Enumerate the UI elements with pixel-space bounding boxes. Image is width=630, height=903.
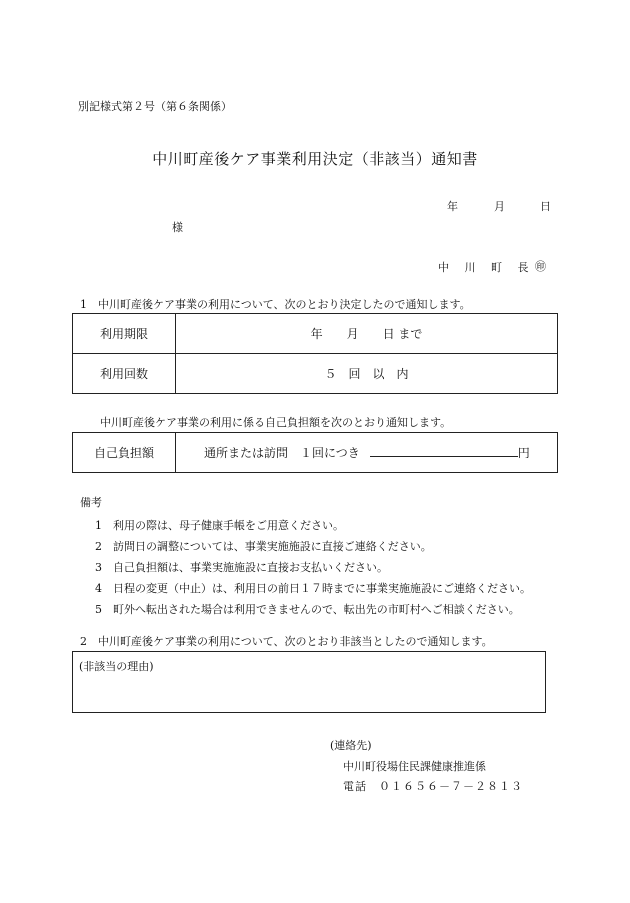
section2-heading: 2 中川町産後ケア事業の利用について、次のとおり非該当としたので通知します。 <box>80 635 493 648</box>
contact-label: (連絡先) <box>330 739 372 752</box>
fee-label: 自己負担額 <box>73 433 176 473</box>
fee-table <box>72 432 558 473</box>
fee-value-cell <box>176 433 558 473</box>
fee-intro: 中川町産後ケア事業の利用に係る自己負担額を次のとおり通知します。 <box>100 416 452 429</box>
contact-department: 中川町役場住民課健康推進係 <box>343 760 486 773</box>
list-item: 4 日程の変更（中止）は、利用日の前日１７時までに事業実施施設にご連絡ください。 <box>95 582 531 595</box>
non-eligibility-reason-label: (非該当の理由) <box>79 660 154 673</box>
non-eligibility-reason-box <box>72 651 546 713</box>
usage-deadline-value: 年 月 日 まで <box>176 314 558 354</box>
notes-title: 備考 <box>80 496 102 509</box>
list-item: 3 自己負担額は、事業実施施設に直接お支払いください。 <box>95 561 388 574</box>
list-item: 1 利用の際は、母子健康手帳をご用意ください。 <box>95 519 344 532</box>
usage-count-label: 利用回数 <box>73 354 176 394</box>
fee-unit: 円 <box>517 446 530 460</box>
list-item: 5 町外へ転出された場合は利用できませんので、転出先の市町村へご相談ください。 <box>95 603 520 616</box>
table-row <box>73 314 558 354</box>
fee-text: 通所または訪問 １回につき <box>204 446 360 460</box>
section1-heading: 1 中川町産後ケア事業の利用について、次のとおり決定したので通知します。 <box>80 298 471 311</box>
seal-mark: ㊞ <box>535 260 546 273</box>
table-row <box>73 354 558 394</box>
form-code: 別記様式第２号（第６条関係） <box>78 100 232 113</box>
issuer-name: 中 川 町 長 <box>438 261 535 274</box>
date-year-label: 年 <box>447 200 458 213</box>
usage-deadline-label: 利用期限 <box>73 314 176 354</box>
usage-count-value: ５ 回 以 内 <box>176 354 558 394</box>
document-title: 中川町産後ケア事業利用決定（非該当）通知書 <box>152 150 478 168</box>
decision-table <box>72 313 558 394</box>
contact-phone: 電話 ０１６５６－７－２８１３ <box>343 780 523 793</box>
addressee-suffix: 様 <box>172 221 183 234</box>
table-row <box>73 433 558 473</box>
date-day-label: 日 <box>540 200 551 213</box>
fee-amount-blank <box>370 444 518 457</box>
list-item: 2 訪問日の調整については、事業実施施設に直接ご連絡ください。 <box>95 540 432 553</box>
date-month-label: 月 <box>494 200 505 213</box>
